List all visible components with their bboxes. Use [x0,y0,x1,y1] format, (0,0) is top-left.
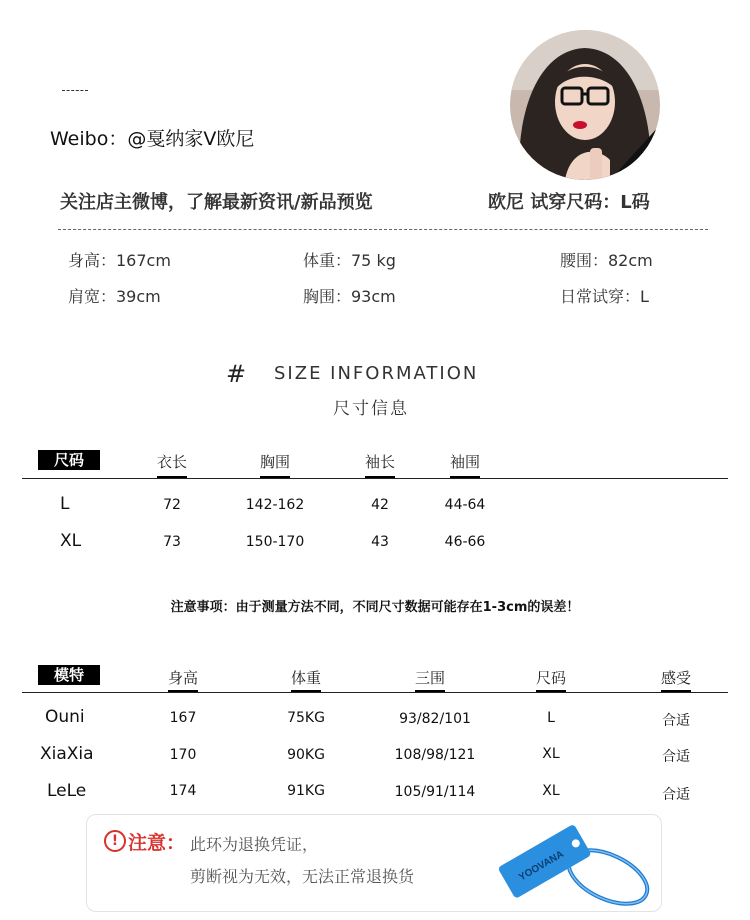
model-cell: 108/98/121 [394,747,476,763]
size-cell: 43 [371,534,389,550]
model-cell: 75KG [287,710,325,726]
model-cell: XL [542,783,560,799]
warning-label: 注意： [128,832,186,854]
tag-text: YOOVANA [517,848,566,884]
stat-height: 身高：167cm [68,251,171,270]
model-cell: 105/91/114 [394,784,476,800]
trial-size-text: 欧尼 试穿尺码：L码 [488,192,650,213]
model-cell: 174 [169,783,197,799]
table-divider [22,692,728,693]
model-name: LeLe [47,781,87,801]
size-col-chest: 胸围 [259,453,290,471]
stat-weight: 体重：75 kg [303,251,396,270]
model-cell: 合适 [662,787,690,803]
stat-waist: 腰围：82cm [560,251,653,270]
size-cell: 46-66 [444,534,486,550]
model-cell: 合适 [662,749,690,765]
size-cell: 142-162 [245,497,305,513]
avatar [510,30,660,180]
model-col-fit: 感受 [660,669,691,687]
warning-line-1: 此环为退换凭证， [190,835,319,854]
warning-line-2: 剪断视为无效，无法正常退换货 [190,867,415,886]
size-col-sleeve-length: 袖长 [364,453,395,471]
size-cell: 44-64 [444,497,486,513]
size-cell: 42 [371,497,389,513]
warning-icon: ! [104,830,126,852]
model-table-badge: 模特 [38,665,100,685]
model-cell: 90KG [287,747,325,763]
decorative-dash [62,90,88,91]
stat-shoulder: 肩宽：39cm [68,287,161,306]
dashed-divider [58,229,708,230]
size-col-length: 衣长 [156,453,187,471]
section-subtitle: 尺寸信息 [333,399,409,419]
tag-icon [490,815,660,915]
weibo-handle: Weibo：@戛纳家V欧尼 [50,128,255,150]
model-name: Ouni [45,707,85,727]
model-cell: 93/82/101 [399,711,471,727]
follow-text: 关注店主微博，了解最新资讯/新品预览 [60,192,373,213]
model-col-height: 身高 [167,669,198,687]
stat-daily-size: 日常试穿：L [560,287,649,306]
model-cell: 167 [169,710,197,726]
hash-mark: # [226,360,247,388]
size-cell: 73 [163,534,181,550]
model-cell: 170 [169,747,197,763]
size-row-label: XL [60,531,82,551]
model-col-measurements: 三围 [414,669,445,687]
size-col-sleeve-width: 袖围 [449,453,480,471]
model-cell: L [547,710,555,726]
table-divider [22,478,728,479]
model-col-weight: 体重 [290,669,321,687]
size-table-badge: 尺码 [38,450,100,470]
model-cell: XL [542,746,560,762]
size-row-label: L [60,494,70,514]
size-cell: 72 [163,497,181,513]
stat-chest: 胸围：93cm [303,287,396,306]
model-cell: 合适 [662,713,690,729]
model-name: XiaXia [40,744,94,764]
model-cell: 91KG [287,783,325,799]
model-col-size: 尺码 [535,669,566,687]
measurement-notice: 注意事项：由于测量方法不同，不同尺寸数据可能存在1-3cm的误差！ [170,600,580,615]
section-title: SIZE INFORMATION [274,363,479,384]
size-cell: 150-170 [245,534,305,550]
